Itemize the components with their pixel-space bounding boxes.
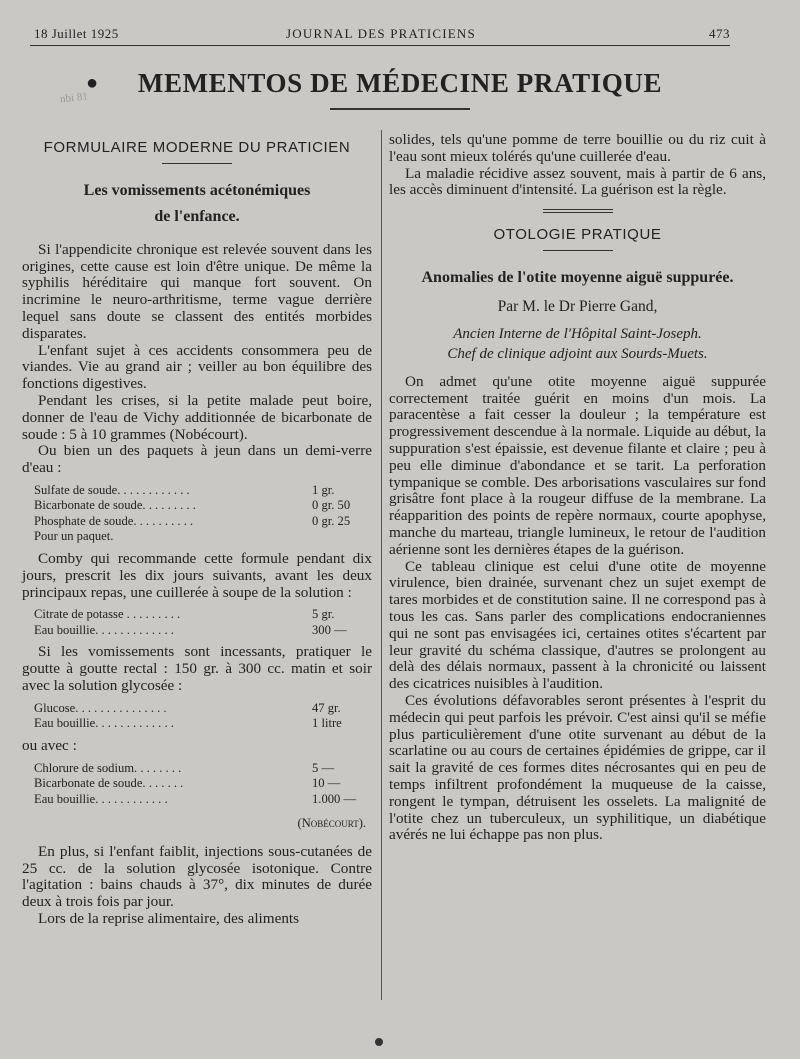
recipe-row: Phosphate de soude. . . . . . . . . . 0 gr. 25 bbox=[34, 513, 351, 528]
affiliation-line-1: Ancien Interne de l'Hôpital Saint-Joseph. bbox=[453, 325, 702, 342]
affiliation-line-2: Chef de clinique adjoint aux Sourds-Muets. bbox=[447, 345, 708, 362]
left-column bbox=[22, 134, 372, 928]
recipe-row: Chlorure de sodium. . . . . . . . 5 — bbox=[34, 760, 335, 775]
header-journal-name: JOURNAL DES PRATICIENS bbox=[286, 26, 476, 41]
recipe-row: Citrate de potasse . . . . . . . . . 5 gr. bbox=[34, 607, 335, 622]
recipe-citrate bbox=[34, 607, 372, 638]
paragraph: On admet qu'une otite moyenne aiguë suppurée correctement traitée guérit en moins d'un mois. La paracentèse a fait cesser la douleur ; la température est progressivement descendue à la normale. Liquide au début, la suppuration s'est épaissie, est devenue filante et claire ; peu à peu elle diminue d'abondance et se tarit. La perforation tympanique se comble. Des arborisations vasculaires sur fond grisâtre font place à la rougeur diffuse de la membrane. La réapparition des points de repère normaux, courte apophyse, manche du marteau, triangle lumineux, le retour de l'audition aérienne sont les dernières étapes de la guérison. bbox=[389, 372, 766, 558]
recipe-row: Bicarbonate de soude. . . . . . . 10 — bbox=[34, 776, 341, 791]
ou-avec: ou avec : bbox=[22, 736, 77, 754]
article-title-line-1: Les vomissements acétonémiques bbox=[83, 181, 311, 199]
title-rule bbox=[330, 108, 470, 110]
byline: Par M. le Dr Pierre Gand, bbox=[497, 297, 658, 315]
recipe-note: Pour un paquet. bbox=[34, 529, 114, 544]
header-page-number: 473 bbox=[709, 26, 730, 41]
right-column bbox=[389, 132, 766, 844]
page-title: MEMENTOS DE MÉDECINE PRATIQUE bbox=[137, 68, 663, 98]
paragraph: Pendant les crises, si la petite malade peut boire, donner de l'eau de Vichy additionnée de bicarbonate de soude : 5 à 10 grammes (Nobécourt). bbox=[22, 391, 372, 443]
double-rule bbox=[543, 209, 613, 213]
article-title-line-2: de l'enfance. bbox=[154, 207, 240, 225]
bottom-dot-icon bbox=[375, 1038, 383, 1046]
column-divider bbox=[381, 130, 382, 1000]
paragraph: La maladie récidive assez souvent, mais à partir de 6 ans, les accès diminuent d'intensité. La guérison est la règle. bbox=[389, 164, 766, 199]
section-rule bbox=[543, 250, 613, 251]
paragraph-continued: solides, tels qu'une pomme de terre bouillie ou du riz cuit à l'eau sont mieux tolérés qu'une cuillerée d'eau. bbox=[389, 131, 766, 165]
section-rule bbox=[162, 163, 232, 164]
bullet-icon: ● bbox=[86, 72, 99, 94]
recipe-paquet bbox=[34, 483, 372, 545]
recipe-row: Sulfate de soude. . . . . . . . . . . . 1 gr. bbox=[34, 482, 335, 497]
paragraph: En plus, si l'enfant faiblit, injections sous-cutanées de 25 cc. de la solution glycosée isotonique. Contre l'agitation : bains chauds à 37°, dix minutes de durée deux à trois fois par jour. bbox=[22, 842, 372, 911]
article-title-otite: Anomalies de l'otite moyenne aiguë suppurée. bbox=[421, 268, 734, 286]
header-date: 18 Juillet 1925 bbox=[34, 26, 119, 41]
signature-nobecourt: (Nobécourt). bbox=[297, 816, 366, 831]
paragraph: L'enfant sujet à ces accidents consommera peu de viandes. Vie au grand air ; veiller au bon équilibre des fonctions digestives. bbox=[22, 341, 372, 393]
recipe-row: Eau bouillie. . . . . . . . . . . . . 300 — bbox=[34, 622, 347, 637]
header-rule bbox=[30, 45, 730, 46]
article-title-vomissements bbox=[22, 178, 372, 230]
recipe-row: Glucose. . . . . . . . . . . . . . . 47 gr. bbox=[34, 700, 341, 715]
section-heading-otologie: OTOLOGIE PRATIQUE bbox=[493, 226, 662, 244]
paragraph: Ce tableau clinique est celui d'une otite de moyenne virulence, bien drainée, survenant chez un sujet exempt de tares morbides et de constitution saine. Il ne correspond pas à tous les cas. Sans parler des complications endocraniennes qui ne sont pas envisagées ici, certaines otites s'écartent par leur gravité du schéma classique, d'autres se prolongent au delà des délais normaux, passent à la chronicité ou laissent des cicatrices nuisibles à l'audition. bbox=[389, 557, 766, 693]
recipe-row: Eau bouillie. . . . . . . . . . . . 1.000 — bbox=[34, 791, 357, 806]
running-header bbox=[34, 26, 728, 46]
recipe-row: Eau bouillie. . . . . . . . . . . . . 1 litre bbox=[34, 716, 342, 731]
recipe-chlorure bbox=[34, 761, 372, 808]
paragraph: Comby qui recommande cette formule pendant dix jours, prescrit les dix jours suivants, avant les deux principaux repas, une cuillerée à soupe de la solution : bbox=[22, 549, 372, 601]
section-heading-formulaire: FORMULAIRE MODERNE DU PRATICIEN bbox=[43, 139, 351, 156]
paragraph: Ces évolutions défavorables seront présentes à l'esprit du médecin qui peut parfois les prévoir. C'est ainsi qu'il se méfie plus particulièrement d'une otite survenant au début de la scarlatine ou au cours de certaines épidémies de grippe, car il sait la gravité de ces formes dites nécrosantes qui en peu de temps infiltrent profondément la muqueuse de la caisse, rongent le tympan, détruisent les osselets. La malignité de l'otite chez un tuberculeux, un syphilitique, un diabétique avérés ne lui échappe pas non plus. bbox=[389, 691, 766, 844]
recipe-row: Bicarbonate de soude. . . . . . . . . 0 gr. 50 bbox=[34, 498, 351, 513]
paragraph: Ou bien un des paquets à jeun dans un demi-verre d'eau : bbox=[22, 442, 372, 477]
paragraph: Si les vomissements sont incessants, pratiquer le goutte à goutte rectal : 150 gr. à 300 cc. matin et soir avec la solution glycosée : bbox=[22, 643, 372, 694]
faint-stamp: nbi 81 bbox=[59, 90, 89, 106]
paragraph: Si l'appendicite chronique est relevée souvent dans les origines, cette cause est loin d'être unique. De même la syphilis héréditaire qui manque fort souvent. On incrimine le neuro-arthritisme, terme vague derrière lequel sans doute se classent des entités morbides disparates. bbox=[22, 240, 372, 342]
paragraph: Lors de la reprise alimentaire, des aliments bbox=[38, 910, 300, 928]
recipe-glucose bbox=[34, 701, 372, 732]
